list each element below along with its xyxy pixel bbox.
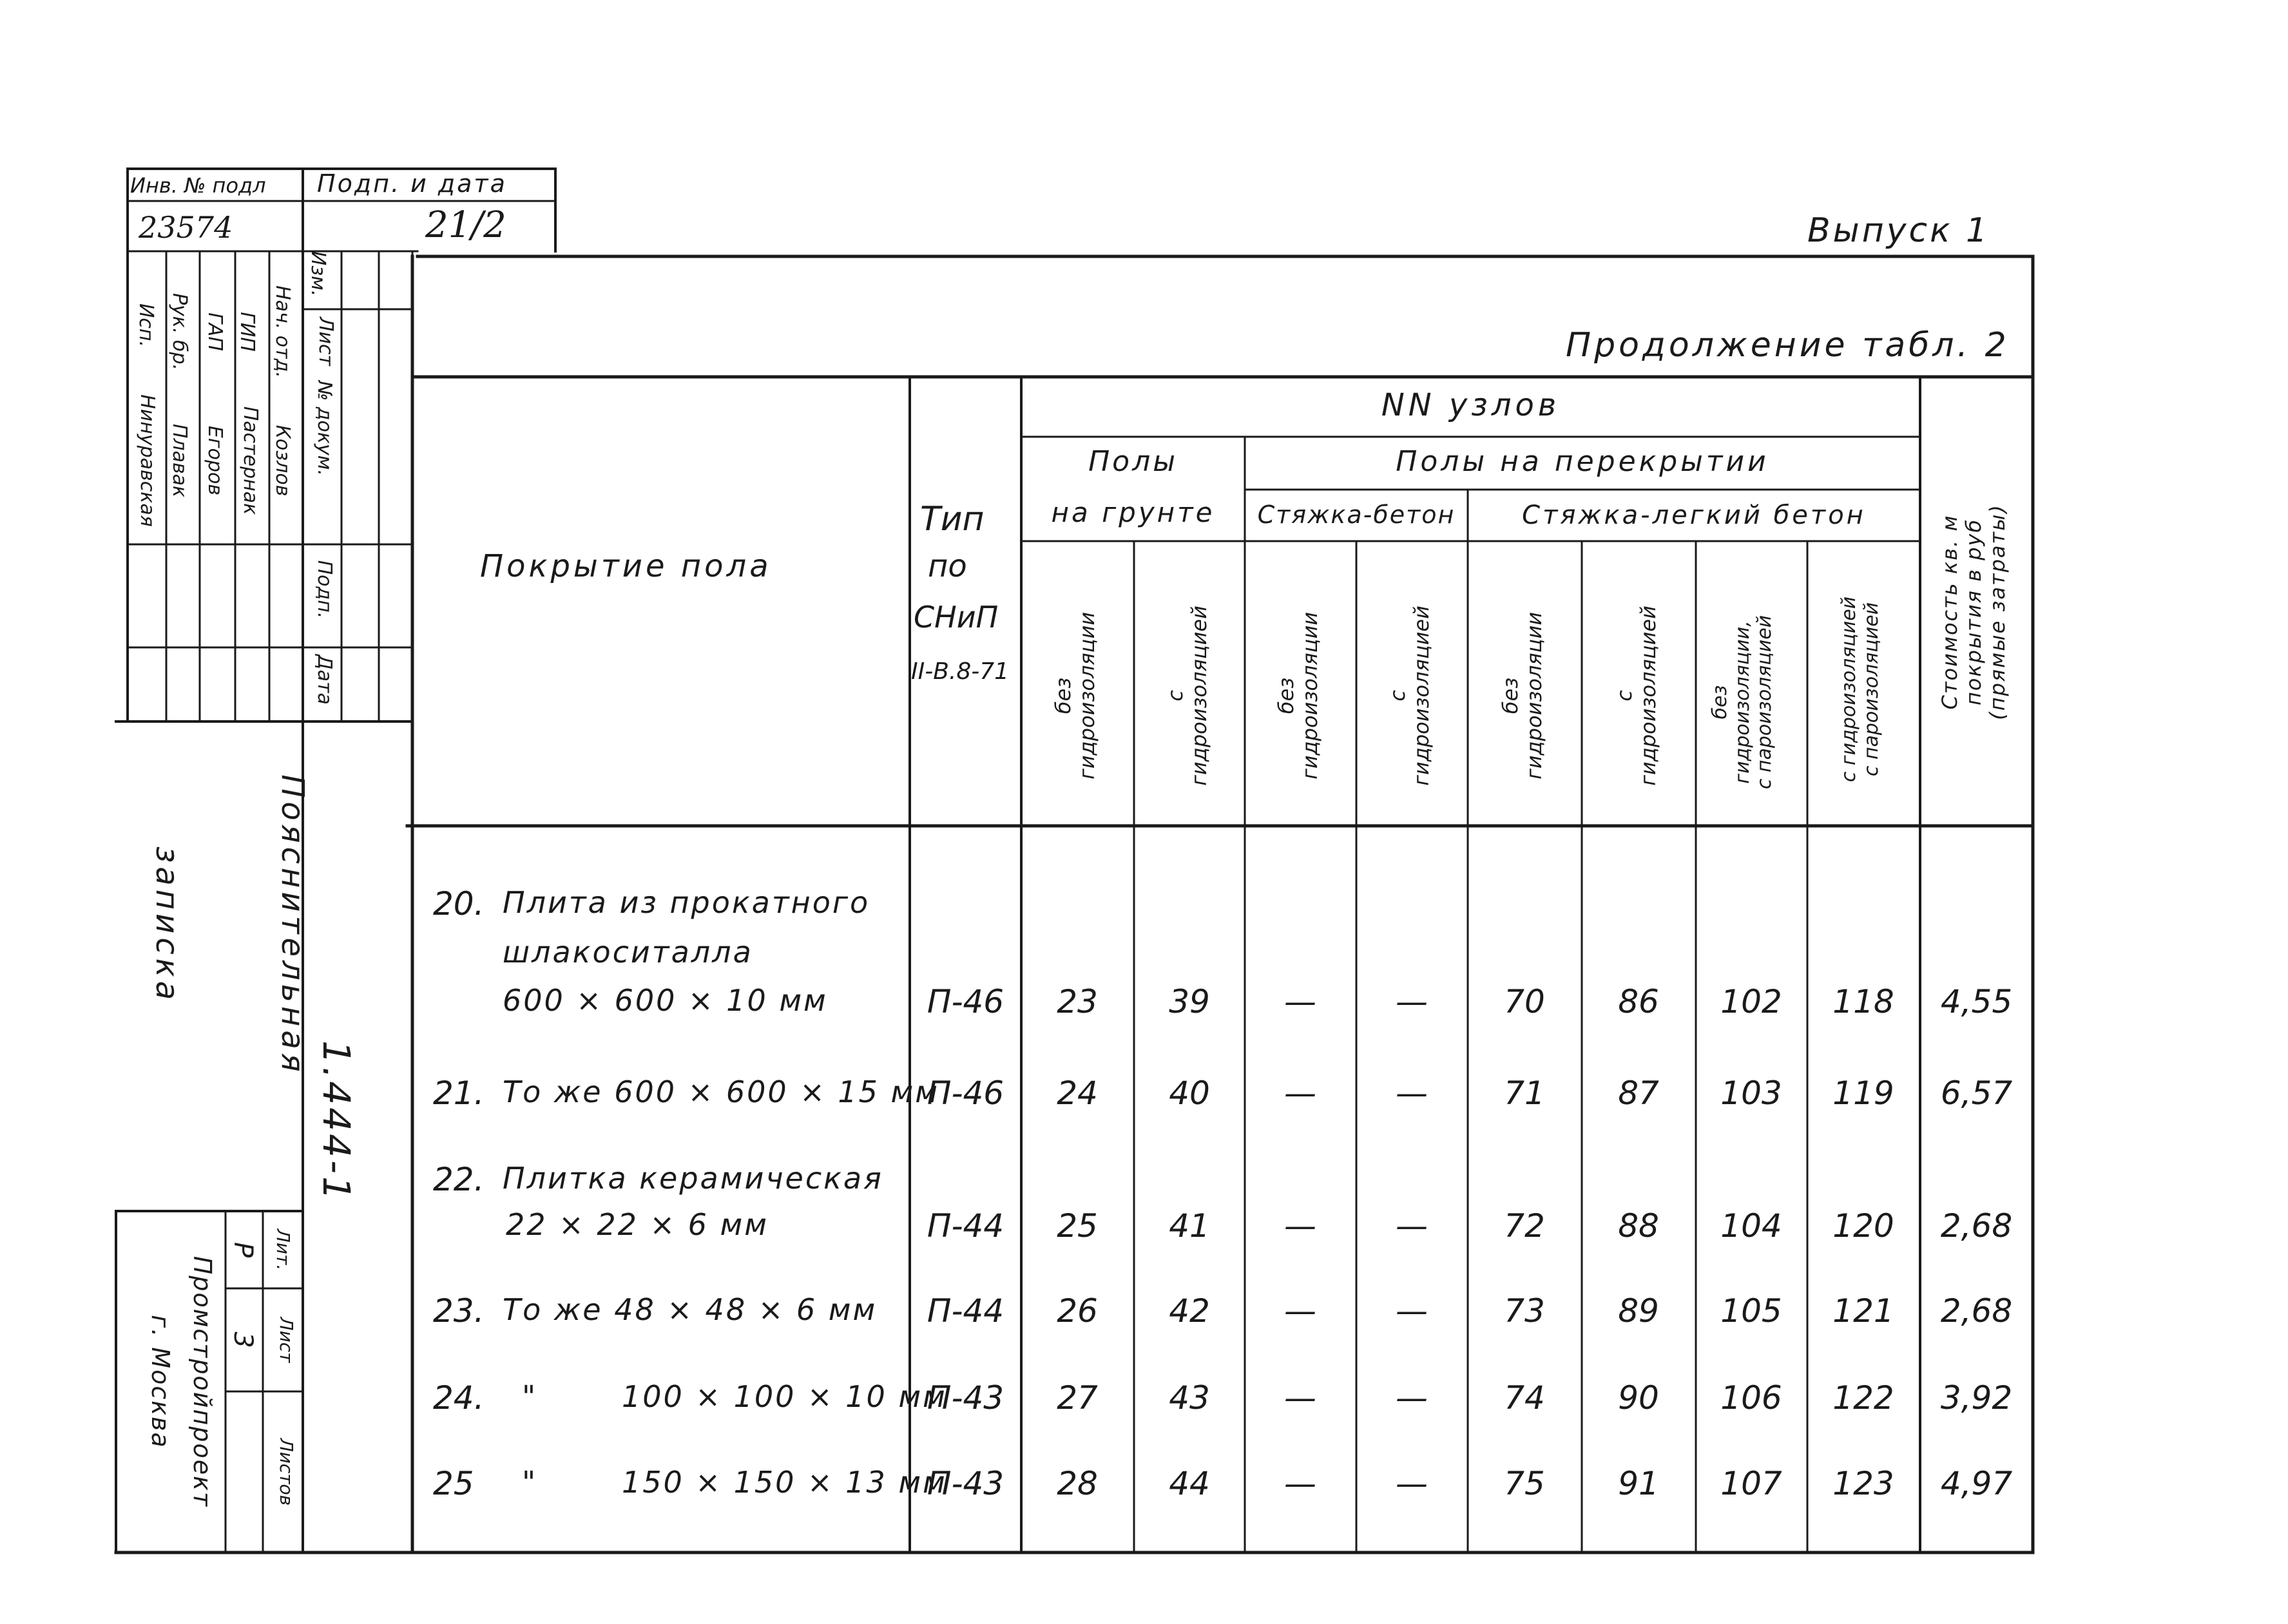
row-node-value: 25 xyxy=(1057,1207,1098,1245)
staff-role-5: Исп. xyxy=(135,303,157,348)
stamp-sign-date-label: Подп. и дата xyxy=(317,169,507,198)
row-type: П-46 xyxy=(927,983,1005,1020)
subcol-4: с гидроизоляцией xyxy=(1385,606,1434,786)
row-node-value: 107 xyxy=(1720,1465,1782,1502)
row-node-value: 90 xyxy=(1618,1379,1659,1417)
doc-code: 1.444-1 xyxy=(314,1040,358,1203)
row-number: 23. xyxy=(433,1292,485,1330)
row-node-value: 26 xyxy=(1057,1292,1098,1330)
subcol-3: без гидроизоляции xyxy=(1274,611,1322,780)
header-screed-concrete: Стяжка-бетон xyxy=(1257,501,1456,529)
header-nodes-group: NN узлов xyxy=(1381,387,1561,423)
row-node-value: 75 xyxy=(1504,1465,1545,1502)
row-description: То же 48 × 48 × 6 мм xyxy=(503,1292,878,1327)
row-node-value: 41 xyxy=(1169,1207,1210,1245)
row-node-value: — xyxy=(1284,1075,1316,1112)
stamp-rev-doc: № докум. xyxy=(313,381,336,476)
row-node-value: 119 xyxy=(1832,1075,1894,1112)
stamp-rev-list: Лист xyxy=(314,316,337,367)
row-node-value: 42 xyxy=(1169,1292,1210,1330)
row-node-value: 40 xyxy=(1169,1075,1210,1112)
row-node-value: 24 xyxy=(1057,1075,1098,1112)
row-type: П-44 xyxy=(927,1207,1005,1245)
row-node-value: — xyxy=(1396,1379,1428,1417)
row-node-value: 70 xyxy=(1504,983,1545,1020)
stamp-lit-value: Р xyxy=(228,1241,258,1258)
row-number: 20. xyxy=(433,885,485,922)
row-cost: 4,55 xyxy=(1940,983,2013,1020)
row-node-value: — xyxy=(1284,1207,1316,1245)
header-type-l2: по xyxy=(928,548,967,584)
row-node-value: 71 xyxy=(1504,1075,1545,1112)
row-number: 24. xyxy=(433,1379,485,1417)
row-node-value: 74 xyxy=(1504,1379,1545,1417)
row-description: " xyxy=(522,1379,538,1414)
row-node-value: — xyxy=(1396,1292,1428,1330)
row-node-value: — xyxy=(1284,983,1316,1020)
header-screed-light: Стяжка-легкий бетон xyxy=(1522,501,1866,530)
staff-role-1: Нач. отд. xyxy=(271,285,294,378)
row-node-value: 39 xyxy=(1169,983,1210,1020)
row-node-value: 106 xyxy=(1720,1379,1782,1417)
header-slab-group: Полы на перекрытии xyxy=(1396,445,1769,478)
stamp-org-line1: Промстройпроект xyxy=(188,1256,216,1508)
staff-name-1: Козлов xyxy=(271,425,294,497)
stamp-rev-sign: Подп. xyxy=(313,560,336,619)
row-type: П-43 xyxy=(927,1379,1005,1417)
row-node-value: 120 xyxy=(1832,1207,1894,1245)
row-node-value: 89 xyxy=(1618,1292,1659,1330)
stamp-inv-label: Инв. № подл xyxy=(130,173,266,198)
stamp-sheet-value: 3 xyxy=(228,1332,258,1348)
row-node-value: — xyxy=(1284,1379,1316,1417)
staff-name-2: Пастернак xyxy=(239,406,262,515)
row-cost: 4,97 xyxy=(1940,1465,2013,1502)
row-number: 22. xyxy=(433,1161,485,1198)
row-description: шлакоситалла xyxy=(503,935,753,970)
row-node-value: 87 xyxy=(1618,1075,1659,1112)
row-node-value: 102 xyxy=(1720,983,1782,1020)
staff-role-4: Рук. бр. xyxy=(168,292,191,371)
row-node-value: — xyxy=(1396,983,1428,1020)
header-type-l3: СНиП xyxy=(914,600,999,635)
doc-title-line1: Пояснительная xyxy=(274,774,311,1076)
row-node-value: 122 xyxy=(1832,1379,1894,1417)
staff-role-2: ГИП xyxy=(236,312,258,352)
row-node-value: 121 xyxy=(1832,1292,1894,1330)
header-type-l4: II-В.8-71 xyxy=(911,658,1010,685)
row-type: П-43 xyxy=(927,1465,1005,1502)
row-description: 22 × 22 × 6 мм xyxy=(506,1207,769,1242)
row-cost: 2,68 xyxy=(1940,1207,2013,1245)
stamp-org-line2: г. Москва xyxy=(146,1315,175,1449)
stamp-inv-value: 23574 xyxy=(139,210,233,245)
row-cost: 3,92 xyxy=(1940,1379,2013,1417)
stamp-rev-izm: Изм. xyxy=(307,251,329,297)
row-description: Плита из прокатного xyxy=(503,885,870,920)
row-node-value: 73 xyxy=(1504,1292,1545,1330)
row-description: " xyxy=(522,1465,538,1500)
stamp-lit-label: Лит. xyxy=(273,1228,294,1271)
staff-name-3: Егоров xyxy=(204,425,226,496)
row-description: То же 600 × 600 × 15 мм xyxy=(503,1075,939,1109)
stamp-sheet-label: Лист xyxy=(276,1317,297,1363)
row-node-value: 23 xyxy=(1057,983,1098,1020)
row-description: 600 × 600 × 10 мм xyxy=(503,983,828,1018)
subcol-8: с гидроизоляцией с пароизоляцией xyxy=(1838,596,1883,783)
stamp-rev-date: Дата xyxy=(313,654,336,705)
staff-name-5: Нинуравская xyxy=(136,394,159,527)
subcol-1: без гидроизоляции xyxy=(1051,611,1099,780)
row-node-value: 123 xyxy=(1832,1465,1894,1502)
issue-label: Выпуск 1 xyxy=(1807,211,1990,250)
header-ground-l1: Полы xyxy=(1088,445,1178,478)
row-node-value: 118 xyxy=(1832,983,1894,1020)
staff-name-4: Плавак xyxy=(168,423,191,498)
doc-title-line2: записка xyxy=(149,846,185,1004)
row-number: 21. xyxy=(433,1075,485,1112)
header-ground-l2: на грунте xyxy=(1051,497,1215,528)
row-node-value: — xyxy=(1396,1075,1428,1112)
row-node-value: 72 xyxy=(1504,1207,1545,1245)
subcol-7: без гидроизоляции, с пароизоляцией xyxy=(1709,615,1776,790)
row-description: 150 × 150 × 13 мм xyxy=(622,1465,947,1500)
row-node-value: 28 xyxy=(1057,1465,1098,1502)
subcol-2: с гидроизоляцией xyxy=(1163,606,1211,786)
header-cost: Стоимость кв. м покрытия в руб (прямые затраты) xyxy=(1937,504,2010,720)
header-covering: Покрытие пола xyxy=(480,548,772,584)
row-node-value: 43 xyxy=(1169,1379,1210,1417)
stamp-sign-value: 21/2 xyxy=(425,204,506,246)
stamp-sheets-label: Листов xyxy=(276,1438,297,1506)
header-type-l1: Тип xyxy=(920,500,985,539)
row-number: 25 xyxy=(433,1465,474,1502)
row-node-value: 88 xyxy=(1618,1207,1659,1245)
row-description: Плитка керамическая xyxy=(503,1161,883,1196)
row-node-value: — xyxy=(1284,1292,1316,1330)
row-type: П-44 xyxy=(927,1292,1005,1330)
row-type: П-46 xyxy=(927,1075,1005,1112)
subcol-5: без гидроизоляции xyxy=(1498,611,1546,780)
row-node-value: — xyxy=(1396,1207,1428,1245)
staff-role-3: ГАП xyxy=(204,312,226,351)
row-node-value: — xyxy=(1284,1465,1316,1502)
row-node-value: 86 xyxy=(1618,983,1659,1020)
row-node-value: 27 xyxy=(1057,1379,1098,1417)
row-description: 100 × 100 × 10 мм xyxy=(622,1379,947,1414)
table-caption: Продолжение табл. 2 xyxy=(1566,326,2010,365)
row-cost: 2,68 xyxy=(1940,1292,2013,1330)
row-node-value: 105 xyxy=(1720,1292,1782,1330)
row-node-value: — xyxy=(1396,1465,1428,1502)
subcol-6: с гидроизоляцией xyxy=(1612,606,1660,786)
row-node-value: 44 xyxy=(1169,1465,1210,1502)
row-cost: 6,57 xyxy=(1940,1075,2013,1112)
row-node-value: 104 xyxy=(1720,1207,1782,1245)
row-node-value: 103 xyxy=(1720,1075,1782,1112)
row-node-value: 91 xyxy=(1618,1465,1659,1502)
